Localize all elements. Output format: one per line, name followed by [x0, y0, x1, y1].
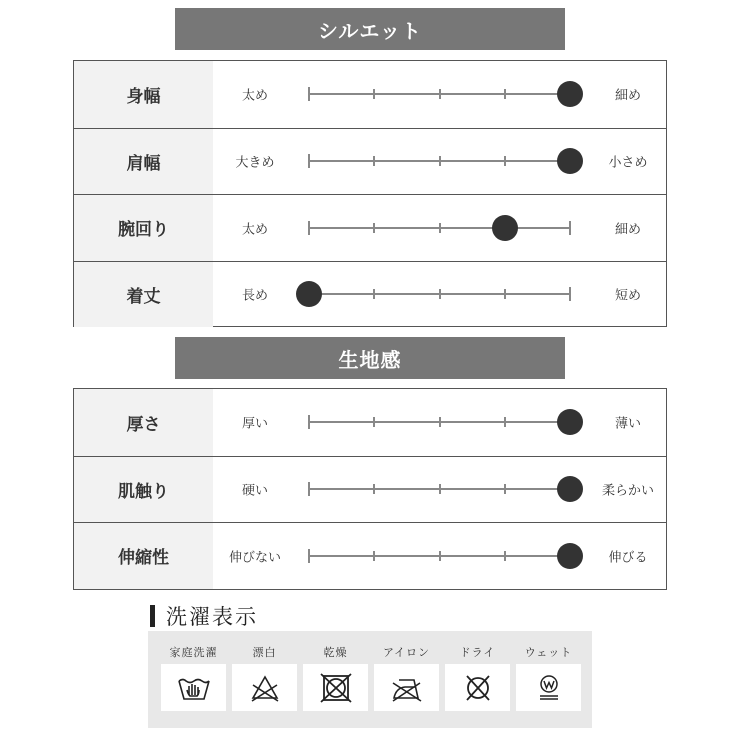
- slider-tick: [439, 89, 441, 99]
- care-item-iron: [374, 631, 439, 728]
- row-scale: [213, 523, 666, 589]
- row-label: 腕回り: [74, 195, 213, 261]
- row-scale: [213, 129, 666, 195]
- rating-row: [74, 456, 666, 523]
- slider-tick: [308, 87, 310, 101]
- scale-min-label: 太め: [241, 88, 269, 104]
- slider-tick: [308, 482, 310, 496]
- slider-tick: [373, 551, 375, 561]
- slider-tick: [439, 484, 441, 494]
- care-title: [150, 601, 258, 631]
- care-icon-box: [303, 664, 368, 711]
- rating-row: [74, 261, 666, 328]
- no-dry-clean-icon: [460, 673, 496, 703]
- care-item-bleach: [232, 631, 297, 728]
- slider-tick: [439, 551, 441, 561]
- fabric-table: [73, 388, 667, 590]
- scale-min-label: 硬い: [241, 483, 269, 499]
- slider-tick: [569, 221, 571, 235]
- scale-max-label: 薄い: [614, 416, 642, 432]
- rating-row: [74, 61, 666, 128]
- care-icon-box: [516, 664, 581, 711]
- care-title-text: 洗濯表示: [166, 605, 258, 629]
- slider-tick: [308, 154, 310, 168]
- fabric-header: [175, 337, 565, 379]
- rating-row: [74, 194, 666, 261]
- row-label: 着丈: [74, 262, 213, 328]
- slider-tick: [504, 551, 506, 561]
- care-item-dry-clean: [445, 631, 510, 728]
- care-item-wet-clean: [516, 631, 581, 728]
- row-scale: [213, 262, 666, 328]
- slider-tick: [308, 549, 310, 563]
- care-label: ドライ: [459, 646, 496, 659]
- slider-knob: [557, 81, 583, 107]
- slider-knob: [557, 476, 583, 502]
- slider-tick: [373, 89, 375, 99]
- slider-tick: [308, 415, 310, 429]
- silhouette-title: シルエット: [317, 18, 423, 43]
- hand-wash-icon: [176, 673, 212, 703]
- slider-tick: [504, 289, 506, 299]
- slider-tick: [439, 156, 441, 166]
- slider-tick: [373, 417, 375, 427]
- fabric-title: 生地感: [338, 347, 402, 372]
- scale-max-label: 細め: [614, 88, 642, 104]
- scale-min-label: 長め: [241, 288, 269, 304]
- slider-tick: [569, 287, 571, 301]
- slider-tick: [308, 221, 310, 235]
- silhouette-table: [73, 60, 667, 327]
- care-icon-box: [161, 664, 226, 711]
- row-label: 身幅: [74, 61, 213, 128]
- row-label: 肩幅: [74, 129, 213, 195]
- row-scale: [213, 457, 666, 523]
- slider-tick: [373, 484, 375, 494]
- row-label: 伸縮性: [74, 523, 213, 589]
- scale-max-label: 伸びる: [608, 550, 648, 566]
- slider-knob: [557, 409, 583, 435]
- slider-tick: [373, 289, 375, 299]
- scale-max-label: 細め: [614, 222, 642, 238]
- row-scale: [213, 195, 666, 261]
- scale-min-label: 厚い: [241, 416, 269, 432]
- slider-tick: [439, 223, 441, 233]
- care-item-tumble-dry: [303, 631, 368, 728]
- slider-tick: [504, 156, 506, 166]
- silhouette-header: [175, 8, 565, 50]
- care-label: ウェット: [524, 646, 573, 659]
- care-icon-box: [374, 664, 439, 711]
- care-symbols-panel: [148, 631, 592, 728]
- care-icon-box: [232, 664, 297, 711]
- scale-min-label: 伸びない: [228, 550, 282, 566]
- slider-tick: [504, 89, 506, 99]
- slider-knob: [557, 543, 583, 569]
- slider-knob: [492, 215, 518, 241]
- no-iron-icon: [389, 673, 425, 703]
- no-bleach-icon: [247, 673, 283, 703]
- slider-tick: [439, 417, 441, 427]
- scale-max-label: 小さめ: [608, 155, 648, 171]
- slider-tick: [504, 417, 506, 427]
- row-label: 肌触り: [74, 457, 213, 523]
- care-label: 乾燥: [323, 646, 348, 659]
- rating-row: [74, 522, 666, 589]
- slider-knob: [296, 281, 322, 307]
- slider-tick: [373, 156, 375, 166]
- care-label: 家庭洗濯: [169, 646, 218, 659]
- care-label: 漂白: [252, 646, 277, 659]
- slider-knob: [557, 148, 583, 174]
- care-label: アイロン: [382, 646, 430, 659]
- row-scale: [213, 61, 666, 128]
- rating-row: [74, 128, 666, 195]
- no-tumble-dry-icon: [318, 673, 354, 703]
- scale-min-label: 太め: [241, 222, 269, 238]
- rating-row: [74, 389, 666, 456]
- scale-max-label: 柔らかい: [601, 483, 655, 499]
- care-icon-box: [445, 664, 510, 711]
- title-bar-mark: [150, 605, 155, 627]
- slider-tick: [439, 289, 441, 299]
- scale-max-label: 短め: [614, 288, 642, 304]
- slider-tick: [373, 223, 375, 233]
- scale-min-label: 大きめ: [235, 155, 275, 171]
- care-item-home-wash: [161, 631, 226, 728]
- slider-tick: [504, 484, 506, 494]
- row-scale: [213, 389, 666, 456]
- row-label: 厚さ: [74, 389, 213, 456]
- wet-clean-gentle-icon: [531, 673, 567, 703]
